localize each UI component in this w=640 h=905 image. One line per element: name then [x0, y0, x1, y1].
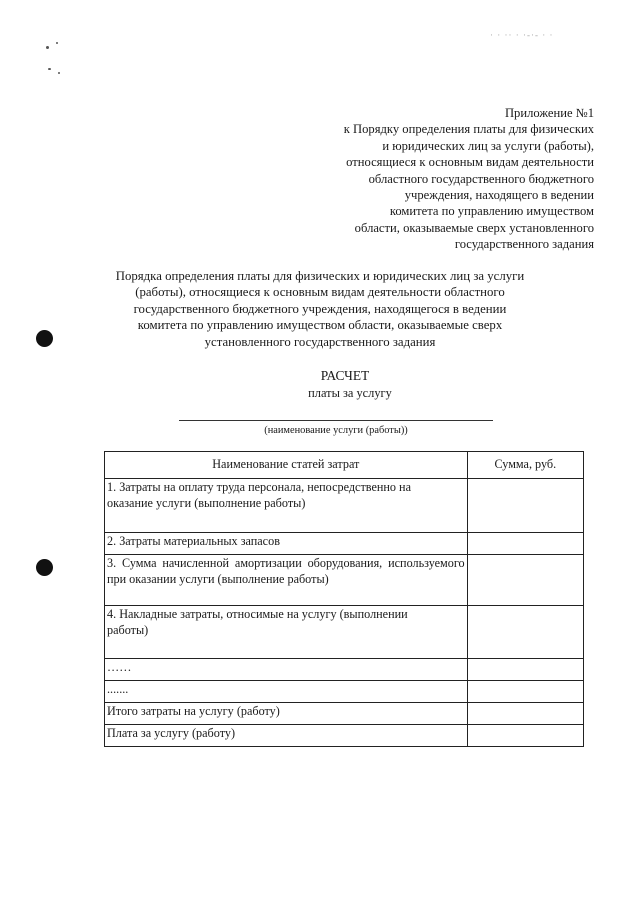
appendix-line: областного государственного бюджетного: [368, 171, 594, 186]
title-line: комитета по управлению имуществом области, оказываемые сверх: [137, 318, 503, 333]
table-row: [105, 725, 584, 747]
cost-item-name: .......: [105, 681, 468, 703]
appendix-line: учреждения, находящего в ведении: [404, 188, 594, 203]
cost-item-amount: [467, 533, 583, 555]
appendix-line: комитета по управлению имуществом: [389, 204, 594, 219]
cost-item-name: ……: [105, 659, 468, 681]
appendix-line: государственного задания: [454, 237, 594, 252]
table-header-row: [105, 452, 584, 479]
cost-item-text: 1. Затраты на оплату труда персонала, непосредственно на оказание услуги (выполнение работы): [107, 480, 411, 510]
calc-heading: РАСЧЕТ: [320, 368, 370, 383]
table-row: [105, 703, 584, 725]
cost-item-name: [105, 479, 468, 533]
scan-speck: [46, 46, 49, 49]
scan-speck: [48, 68, 51, 70]
table-row: [105, 479, 584, 533]
scan-speck: [56, 42, 58, 44]
scan-artifact: · · ·· · ·-·- · ·: [490, 30, 554, 40]
title-line: установленного государственного задания: [204, 334, 436, 349]
cost-item-amount: [467, 659, 583, 681]
table-row: [105, 681, 584, 703]
cost-item-amount: [467, 606, 583, 659]
cost-item-name: 3. Сумма начисленной амортизации оборудования, используемого при оказании услуги (выполнение работы): [105, 555, 468, 606]
table-row: [105, 533, 584, 555]
cost-item-name: [105, 606, 468, 659]
appendix-header: [234, 105, 594, 253]
column-header-cost-items: Наименование статей затрат: [105, 452, 468, 479]
cost-item-amount: [467, 681, 583, 703]
binder-hole-top: [36, 330, 53, 347]
total-cost-label: Итого затраты на услугу (работу): [105, 703, 468, 725]
cost-item-amount: [467, 479, 583, 533]
title-line: государственного бюджетного учреждения, находящегося в ведении: [133, 301, 507, 316]
appendix-line: и юридических лиц за услуги (работы),: [382, 138, 594, 153]
cost-table: [104, 451, 584, 747]
title-line: Порядка определения платы для физических и юридических лиц за услуги: [115, 269, 525, 283]
appendix-line: области, оказываемые сверх установленного: [354, 220, 594, 235]
table-row: [105, 606, 584, 659]
appendix-line: Приложение №1: [504, 106, 594, 120]
appendix-line: к Порядку определения платы для физических: [343, 122, 594, 137]
cost-item-name: 2. Затраты материальных запасов: [105, 533, 468, 555]
service-fee-label: Плата за услугу (работу): [105, 725, 468, 747]
total-cost-amount: [467, 703, 583, 725]
title-line: (работы), относящиеся к основным видам деятельности областного: [135, 285, 505, 300]
table-row: [105, 555, 584, 606]
service-fee-amount: [467, 725, 583, 747]
document-title: [100, 268, 540, 350]
calc-subheading: платы за услугу: [308, 386, 392, 400]
service-name-caption: (наименование услуги (работы)): [264, 425, 408, 436]
appendix-line: относящиеся к основным видам деятельности: [346, 155, 594, 170]
binder-hole-bottom: [36, 559, 53, 576]
cost-item-amount: [467, 555, 583, 606]
scan-speck: [58, 72, 60, 74]
cost-item-text: 4. Накладные затраты, относимые на услугу (выполнении работы): [107, 607, 408, 637]
column-header-amount: Сумма, руб.: [467, 452, 583, 479]
table-row: [105, 659, 584, 681]
service-name-blank: [179, 420, 493, 421]
